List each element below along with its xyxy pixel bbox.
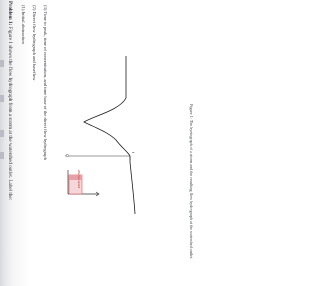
figure-caption: Figure 1: The hyetograph of a storm and the resulting flow hydrograph at the watershed outlet.: [189, 104, 194, 259]
problem-label: Problem 1:: [7, 1, 13, 26]
hyetograph-inset: [68, 170, 99, 196]
flow-hydrograph-curve: [84, 56, 135, 214]
margin-mark: [0, 152, 4, 159]
task-item-2: (2) Direct flow hydrograph and baseflow: [32, 5, 37, 81]
q-axis-label: Q: [65, 154, 70, 158]
task-item-1: (1) Initial abstraction: [21, 5, 26, 44]
hydrograph-figure: [60, 56, 196, 216]
margin-mark: [0, 95, 4, 102]
problem-statement: [7, 1, 13, 200]
inset-label: effective rainfall: [77, 170, 80, 188]
inset-label-group: [77, 170, 81, 188]
q-label-group: [65, 154, 70, 157]
problem-text: Figure 1 shows the flow hydrograph from a storm at the watershed outlet. Label the:: [7, 25, 13, 201]
margin-mark: [0, 130, 4, 137]
margin-mark: [0, 60, 4, 67]
t-axis-label: t: [131, 152, 135, 153]
task-item-3: (3) Time to peak, time of concentration, and time base of the direct flow hydrograph: [43, 5, 48, 160]
t-label-group: [131, 152, 135, 153]
